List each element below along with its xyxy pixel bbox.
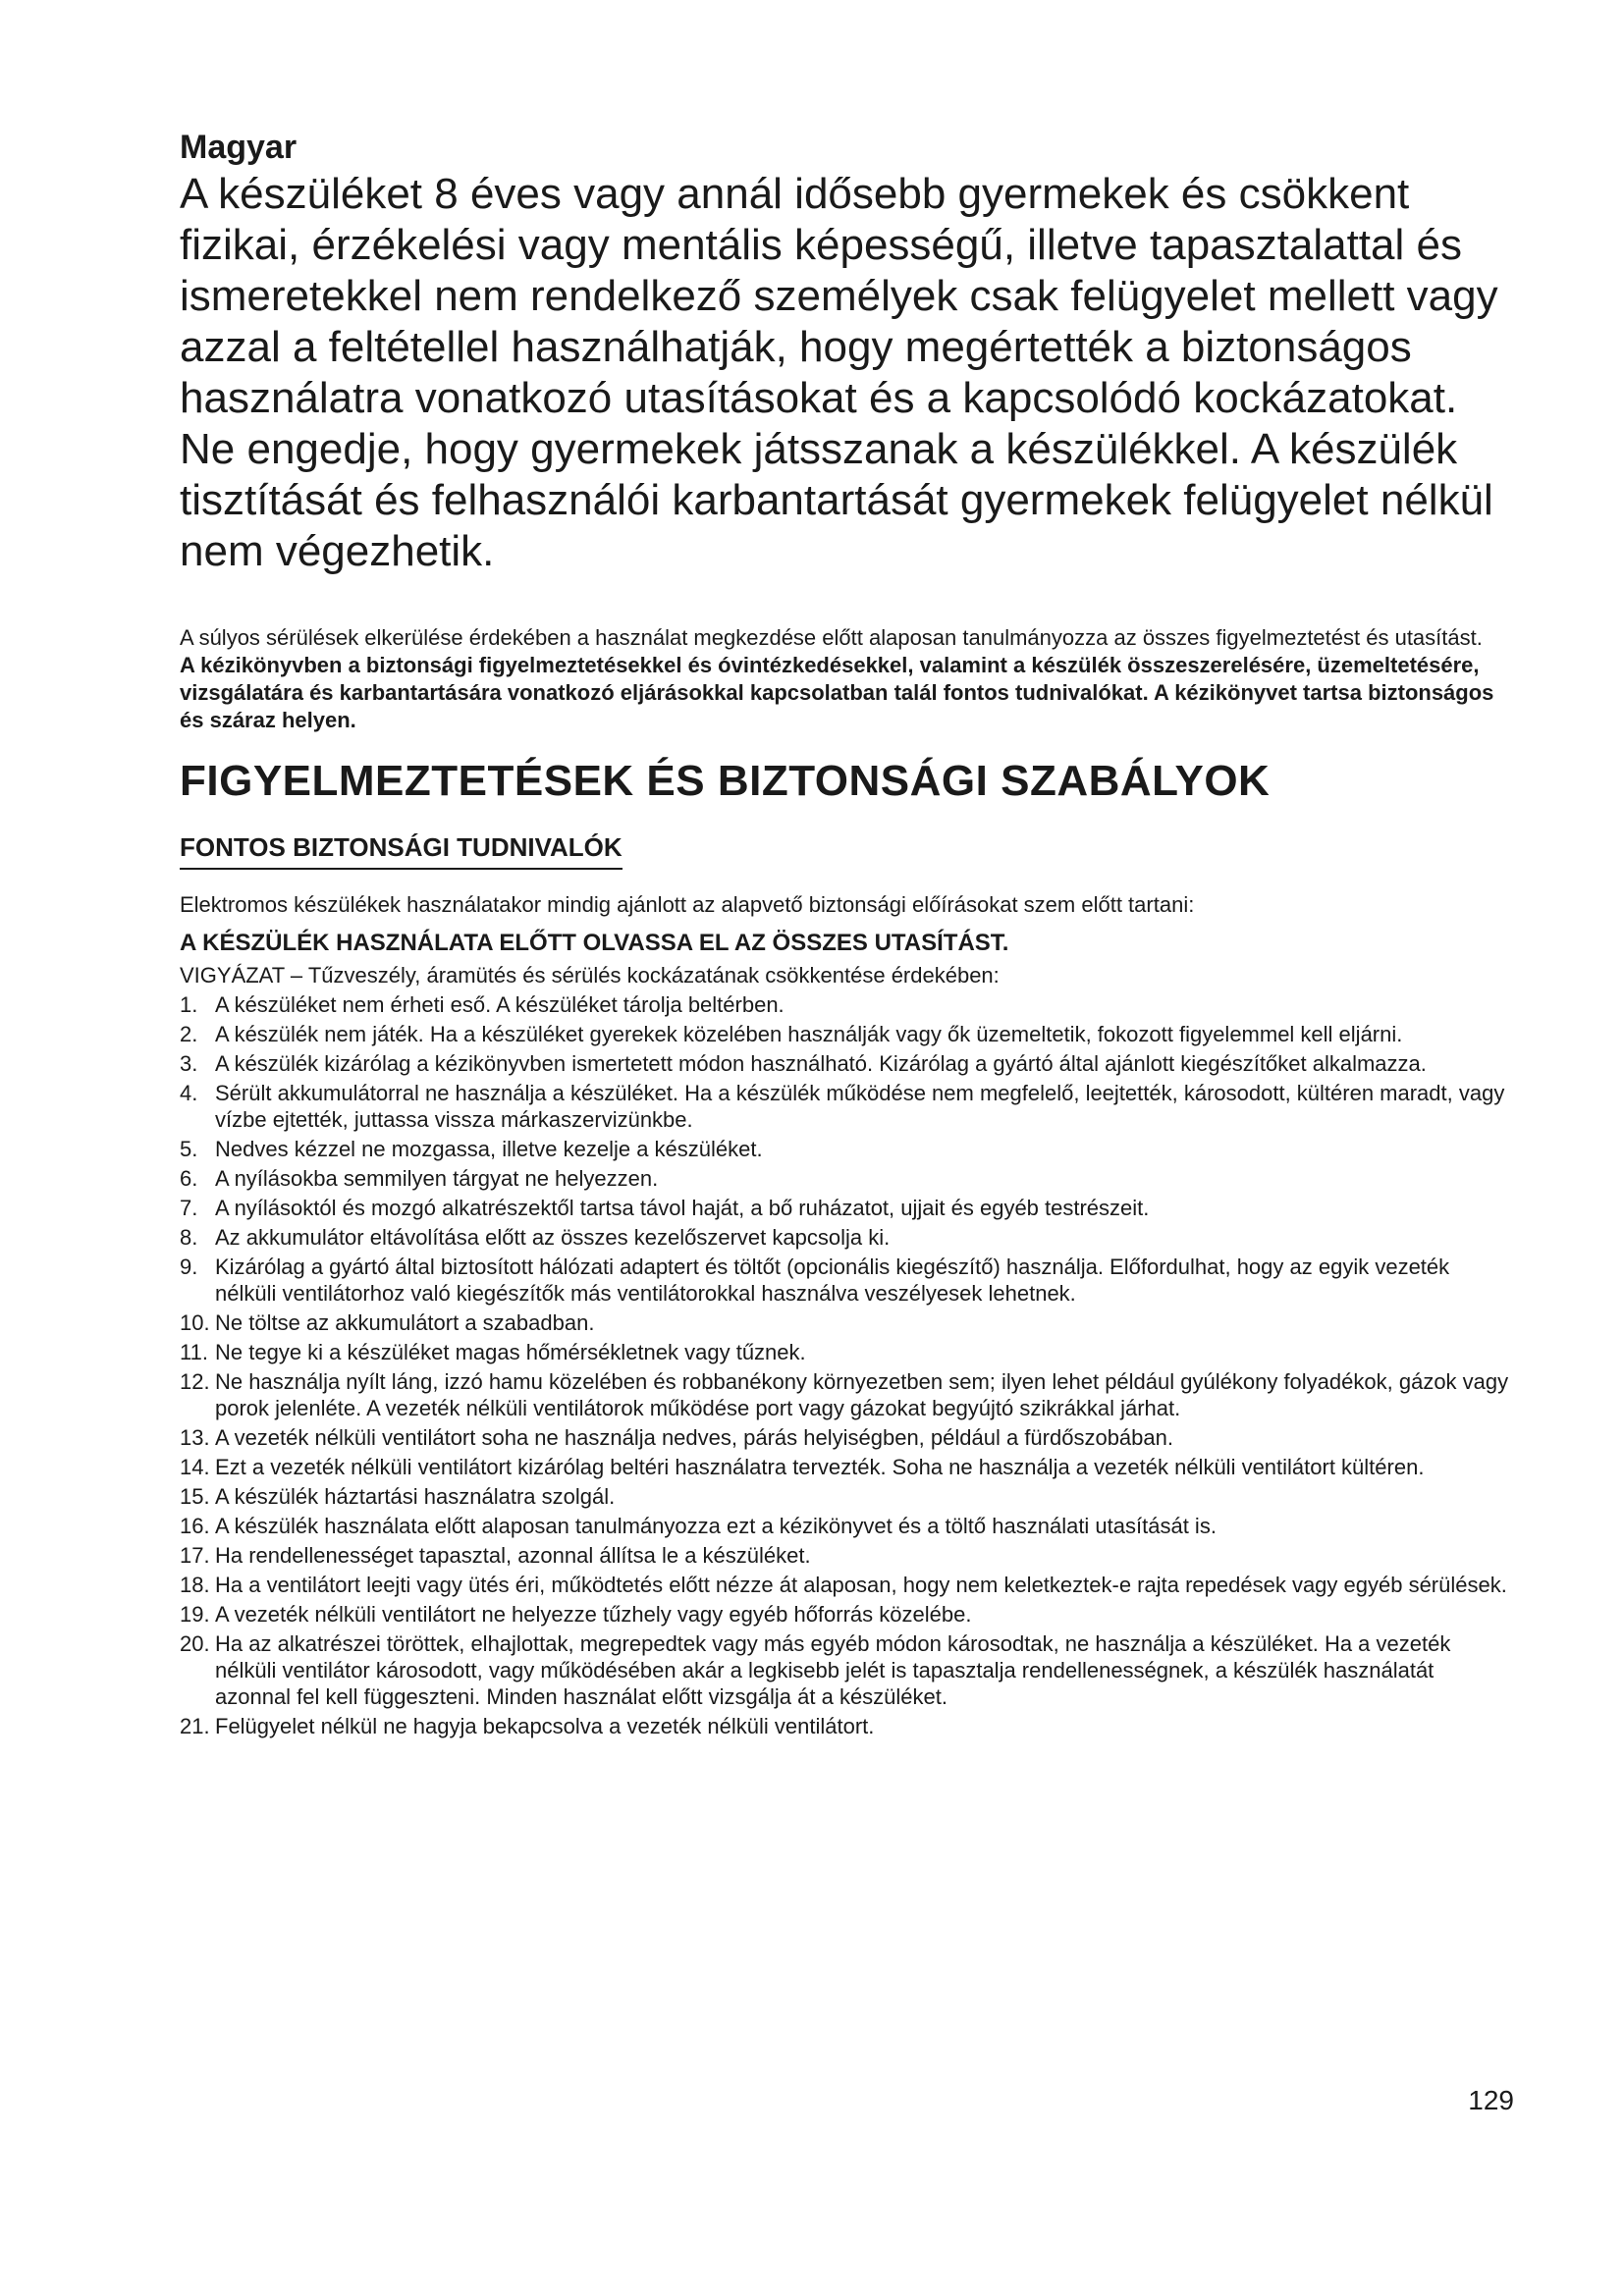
list-item — [180, 1136, 1515, 1162]
list-item-text: Ne tegye ki a készüléket magas hőmérsékletnek vagy tűznek. — [215, 1340, 806, 1364]
list-item — [180, 1424, 1515, 1451]
list-item — [180, 1309, 1515, 1336]
list-item-number: 15. — [180, 1484, 210, 1509]
list-item-text: Ha rendellenességet tapasztal, azonnal állítsa le a készüléket. — [215, 1543, 811, 1568]
list-item-text: Sérült akkumulátorral ne használja a készüléket. Ha a készülék működése nem megfelelő, leejtették, károsodott, kültéren maradt, vagy vízbe ejtették, juttassa vissza márkaszervizünkbe. — [215, 1081, 1505, 1132]
list-item-text: A vezeték nélküli ventilátort ne helyezze tűzhely vagy egyéb hőforrás közelébe. — [215, 1602, 972, 1627]
list-item — [180, 1254, 1515, 1307]
language-heading: Magyar — [180, 129, 298, 166]
list-item-text: Ne töltse az akkumulátort a szabadban. — [215, 1310, 595, 1335]
list-item-number: 19. — [180, 1602, 210, 1627]
list-item — [180, 1080, 1515, 1133]
list-item-number: 3. — [180, 1051, 198, 1076]
list-item — [180, 1021, 1515, 1047]
list-item — [180, 1339, 1515, 1365]
lead-paragraph: A készüléket 8 éves vagy annál idősebb gyermekek és csökkent fizikai, érzékelési vagy mentális képességű, illetve tapasztalattal és ismeretekkel nem rendelkező személyek csak felügyelet mellett vagy azzal a feltétellel használhatják, hogy megértették a biztonságos használatra vonatkozó utasításokat és a kapcsolódó kockázatokat. Ne engedje, hogy gyermekek játsszanak a készülékkel. A készülék tisztítását és felhasználói karbantartását gyermekek felügyelet nélkül nem végezhetik. — [180, 170, 1498, 575]
list-item — [180, 1713, 1515, 1739]
list-item-text: Ha a ventilátort leejti vagy ütés éri, működtetés előtt nézze át alaposan, hogy nem keletkeztek-e rajta repedések vagy egyéb sérülések. — [215, 1573, 1507, 1597]
list-item-text: Ha az alkatrészei töröttek, elhajlottak, megrepedtek vagy más egyéb módon károsodtak, ne használja a készüléket. Ha a vezeték nélküli ventilátor károsodott, vagy működésében akár a legkisebb jelét is tapasztalja rendellenességnek, a készülék használatát azonnal fel kell függeszteni. Minden használat előtt vizsgálja át a készüléket. — [215, 1631, 1451, 1709]
list-item-text: A készülék kizárólag a kézikönyvben ismertetett módon használható. Kizárólag a gyártó által ajánlott kiegészítőket alkalmazza. — [215, 1051, 1427, 1076]
list-item-number: 6. — [180, 1166, 198, 1191]
list-item-number: 5. — [180, 1137, 198, 1161]
list-item-number: 20. — [180, 1631, 210, 1656]
list-item — [180, 1368, 1515, 1421]
list-item-text: Az akkumulátor eltávolítása előtt az összes kezelőszervet kapcsolja ki. — [215, 1225, 891, 1250]
list-item-number: 8. — [180, 1225, 198, 1250]
list-item-number: 1. — [180, 992, 198, 1017]
safety-rules-list — [180, 991, 1515, 1739]
intro-block — [180, 624, 1515, 734]
list-item-number: 2. — [180, 1022, 198, 1046]
section-title: FIGYELMEZTETÉSEK ÉS BIZTONSÁGI SZABÁLYOK — [180, 757, 1271, 805]
list-item-number: 4. — [180, 1081, 198, 1105]
list-item — [180, 991, 1515, 1018]
list-item-number: 18. — [180, 1573, 210, 1597]
list-item — [180, 1224, 1515, 1251]
list-item-number: 7. — [180, 1196, 198, 1220]
list-item-number: 16. — [180, 1514, 210, 1538]
intro-paragraph: A súlyos sérülések elkerülése érdekében a használat megkezdése előtt alaposan tanulmányozza az összes figyelmeztetést és utasítást. — [180, 625, 1483, 650]
list-item — [180, 1572, 1515, 1598]
list-item-text: A készüléket nem érheti eső. A készüléket tárolja beltérben. — [215, 992, 785, 1017]
page-number: 129 — [1468, 2085, 1514, 2115]
list-item-text: Ezt a vezeték nélküli ventilátort kizárólag beltéri használatra tervezték. Soha ne használja a vezeték nélküli ventilátort kültéren. — [215, 1455, 1425, 1479]
list-item-number: 13. — [180, 1425, 210, 1450]
list-item — [180, 1483, 1515, 1510]
general-paragraph: Elektromos készülékek használatakor mindig ajánlott az alapvető biztonsági előírásokat szem előtt tartani: — [180, 892, 1195, 917]
list-item — [180, 1601, 1515, 1628]
list-item-text: Felügyelet nélkül ne hagyja bekapcsolva a vezeték nélküli ventilátort. — [215, 1714, 875, 1738]
list-item-number: 11. — [180, 1340, 208, 1364]
warning-heading: A KÉSZÜLÉK HASZNÁLATA ELŐTT OLVASSA EL AZ ÖSSZES UTASÍTÁST. — [180, 930, 1009, 956]
list-item-text: Kizárólag a gyártó által biztosított hálózati adaptert és töltőt (opcionális kiegészítő) használja. Előfordulhat, hogy az egyik vezeték nélküli ventilátorhoz való kiegészítők más ventilátorokkal használva veszélyesek lehetnek. — [215, 1255, 1450, 1306]
list-item — [180, 1542, 1515, 1569]
list-item — [180, 1165, 1515, 1192]
list-item-text: A nyílásokba semmilyen tárgyat ne helyezzen. — [215, 1166, 659, 1191]
list-item — [180, 1195, 1515, 1221]
list-item-number: 14. — [180, 1455, 210, 1479]
list-item-text: A készülék háztartási használatra szolgál. — [215, 1484, 616, 1509]
list-item-text: A nyílásoktól és mozgó alkatrészektől tartsa távol haját, a bő ruházatot, ujjait és egyéb testrészeit. — [215, 1196, 1150, 1220]
intro-bold-paragraph: A kézikönyvben a biztonsági figyelmeztetésekkel és óvintézkedésekkel, valamint a készülék összeszerelésére, üzemeltetésére, vizsgálatára és karbantartására vonatkozó eljárásokkal kapcsolatban talál fontos tudnivalókat. A kézikönyvet tartsa biztonságos és száraz helyen. — [180, 653, 1494, 732]
list-item-number: 12. — [180, 1369, 210, 1394]
list-item-text: Ne használja nyílt láng, izzó hamu közelében és robbanékony környezetben sem; ilyen lehet például gyúlékony folyadékok, gázok vagy porok jelenléte. A vezeték nélküli ventilátorok működése port vagy gázokat begyújtó szikrákkal járhat. — [215, 1369, 1509, 1420]
list-item-text: A vezeték nélküli ventilátort soha ne használja nedves, párás helyiségben, például a fürdőszobában. — [215, 1425, 1173, 1450]
list-item-text: Nedves kézzel ne mozgassa, illetve kezelje a készüléket. — [215, 1137, 763, 1161]
list-item-number: 10. — [180, 1310, 210, 1335]
list-item — [180, 1454, 1515, 1480]
subsection-title: FONTOS BIZTONSÁGI TUDNIVALÓK — [180, 830, 623, 870]
list-item-number: 9. — [180, 1255, 198, 1279]
list-item — [180, 1050, 1515, 1077]
caution-text: VIGYÁZAT – Tűzveszély, áramütés és sérülés kockázatának csökkentése érdekében: — [180, 963, 1000, 988]
list-item — [180, 1513, 1515, 1539]
document-page — [180, 128, 1515, 1739]
list-item — [180, 1630, 1515, 1710]
list-item-number: 17. — [180, 1543, 210, 1568]
list-item-text: A készülék nem játék. Ha a készüléket gyerekek közelében használják vagy ők üzemeltetik, fokozott figyelemmel kell eljárni. — [215, 1022, 1403, 1046]
list-item-number: 21. — [180, 1714, 210, 1738]
list-item-text: A készülék használata előtt alaposan tanulmányozza ezt a kézikönyvet és a töltő használati utasítását is. — [215, 1514, 1217, 1538]
